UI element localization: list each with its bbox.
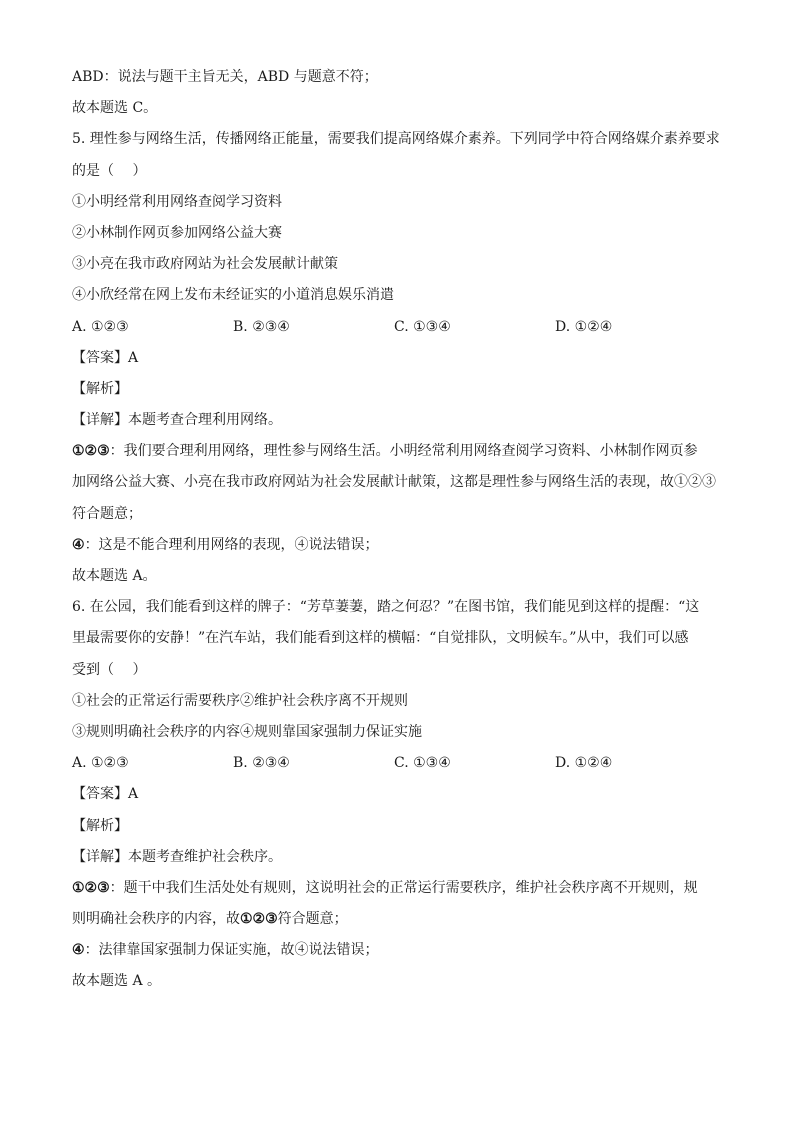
q6-exp1-label: ①②③ xyxy=(72,879,110,896)
q6-exp1-text-2a: 则明确社会秩序的内容，故 xyxy=(72,911,240,928)
q5-option-b: B. ②③④ xyxy=(233,318,290,335)
q6-answer: 【答案】A xyxy=(72,786,139,803)
q5-exp1-text: ：我们要合理利用网络，理性参与网络生活。小明经常利用网络查阅学习资料、小林制作网页参 xyxy=(109,443,698,460)
q6-stem-line-1: 6. 在公园，我们能看到这样的牌子：“芳草萋萋，踏之何忍？”在图书馆，我们能见到这样的提醒：“这 xyxy=(72,599,700,616)
q5-explanation-1-line-3: 符合题意； xyxy=(72,505,142,522)
q6-items-line-1: ①社会的正常运行需要秩序②维护社会秩序离不开规则 xyxy=(72,692,408,709)
q6-explanation-1-line-1 xyxy=(72,873,722,904)
q6-exp2-text: ：法律靠国家强制力保证实施，故④说法错误； xyxy=(84,942,379,959)
q5-answer: 【答案】A xyxy=(72,349,139,366)
q6-detail: 【详解】本题考查维护社会秩序。 xyxy=(72,848,282,865)
q6-analysis-heading: 【解析】 xyxy=(72,817,128,834)
q5-explanation-2 xyxy=(72,530,722,561)
q5-detail: 【详解】本题考查合理利用网络。 xyxy=(72,412,282,429)
q5-analysis-heading: 【解析】 xyxy=(72,380,128,397)
q5-option-d: D. ①②④ xyxy=(555,318,613,335)
q6-option-a: A. ①②③ xyxy=(72,755,129,772)
q5-explanation-1-line-1 xyxy=(72,436,722,467)
q5-exp1-label: ①②③ xyxy=(72,443,110,460)
q5-option-c: C. ①③④ xyxy=(394,318,451,335)
q6-exp1-text: ：题干中我们生活处处有规则，这说明社会的正常运行需要秩序，维护社会秩序离不开规则，规 xyxy=(109,879,698,896)
q6-option-d: D. ①②④ xyxy=(555,755,613,772)
q5-item-1: ①小明经常利用网络查阅学习资料 xyxy=(72,193,282,210)
document-page xyxy=(72,62,722,998)
q5-stem-line-2: 的是（ ） xyxy=(72,162,147,179)
q5-stem-line-1: 5. 理性参与网络生活，传播网络正能量，需要我们提高网络媒介素养。下列同学中符合网络媒介素养要求 xyxy=(72,131,720,148)
q6-stem-line-3: 受到（ ） xyxy=(72,661,147,678)
q6-options xyxy=(72,748,722,779)
q6-option-b: B. ②③④ xyxy=(233,755,290,772)
q6-exp1-inline-label: ①②③ xyxy=(240,911,278,928)
q5-exp2-text: ：这是不能合理利用网络的表现，④说法错误； xyxy=(84,536,379,553)
q6-exp1-text-2c: 符合题意； xyxy=(277,911,348,928)
q5-explanation-1-line-2: 加网络公益大赛、小亮在我市政府网站为社会发展献计献策，这都是理性参与网络生活的表现，故①②③ xyxy=(72,474,716,491)
q5-option-a: A. ①②③ xyxy=(72,318,129,335)
q5-options xyxy=(72,312,722,343)
prev-explanation-abd: ABD：说法与题干主旨无关，ABD 与题意不符； xyxy=(72,69,378,85)
q5-conclusion: 故本题选 A。 xyxy=(72,568,157,584)
q6-explanation-1-line-2 xyxy=(72,904,722,935)
q5-exp2-label: ④ xyxy=(72,536,85,553)
prev-conclusion: 故本题选 C。 xyxy=(72,100,158,117)
q5-item-3: ③小亮在我市政府网站为社会发展献计献策 xyxy=(72,256,338,273)
q6-option-c: C. ①③④ xyxy=(394,755,451,772)
q6-stem-line-2: 里最需要你的安静！”在汽车站，我们能看到这样的横幅：“自觉排队，文明候车。”从中，我们可以感 xyxy=(72,630,689,647)
q6-exp2-label: ④ xyxy=(72,942,85,959)
q6-conclusion: 故本题选 A 。 xyxy=(72,973,162,990)
q6-explanation-2 xyxy=(72,935,722,966)
q5-item-4: ④小欣经常在网上发布未经证实的小道消息娱乐消遣 xyxy=(72,287,394,304)
q5-item-2: ②小林制作网页参加网络公益大赛 xyxy=(72,224,282,241)
q6-items-line-2: ③规则明确社会秩序的内容④规则靠国家强制力保证实施 xyxy=(72,723,422,740)
